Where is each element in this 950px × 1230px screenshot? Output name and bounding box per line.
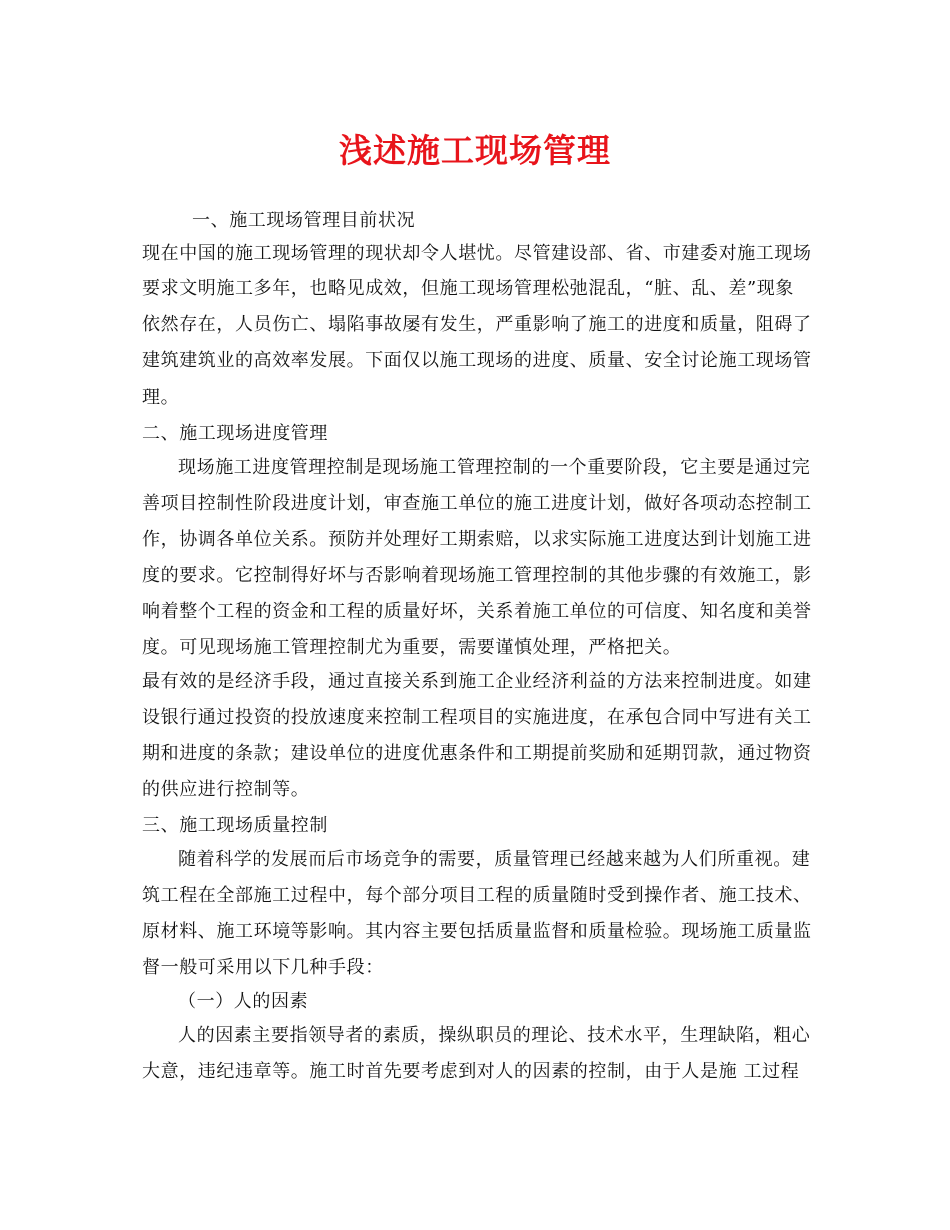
paragraph-line: 要求文明施工多年，也略见成效，但施工现场管理松弛混乱，“脏、乱、差”现象	[142, 278, 795, 299]
paragraph-line: 随着科学的发展而后市场竞争的需要，质量管理已经越来越为人们所重视。建	[178, 849, 811, 870]
paragraph-line: 响着整个工程的资金和工程的质量好坏，关系着施工单位的可信度、知名度和美誉	[142, 601, 812, 622]
paragraph-line: 现在中国的施工现场管理的现状却令人堪忧。尽管建设部、省、市建委对施工现场	[142, 243, 812, 264]
section-heading-2: 二、施工现场进度管理	[142, 423, 328, 444]
paragraph-line: 度的要求。它控制得好坏与否影响着现场施工管理控制的其他步骤的有效施工，影	[142, 565, 812, 586]
paragraph-line: 人的因素主要指领导者的素质，操纵职员的理论、技术水平，生理缺陷，粗心	[178, 1025, 811, 1046]
paragraph-line: 设银行通过投资的投放速度来控制工程项目的实施进度，在承包合同中写进有关工	[142, 707, 812, 728]
paragraph-line: 的供应进行控制等。	[142, 779, 310, 800]
paragraph-line: 度。可见现场施工管理控制尤为重要，需要谨慎处理，严格把关。	[142, 637, 682, 658]
paragraph-line: 期和进度的条款；建设单位的进度优惠条件和工期提前奖励和延期罚款，通过物资	[142, 743, 812, 764]
paragraph-line: 现场施工进度管理控制是现场施工管理控制的一个重要阶段，它主要是通过完	[178, 457, 811, 478]
paragraph-line: 理。	[142, 387, 180, 408]
paragraph-line: 最有效的是经济手段，通过直接关系到施工企业经济利益的方法来控制进度。如建	[142, 671, 812, 692]
section-heading-3: 三、施工现场质量控制	[142, 815, 328, 836]
paragraph-line: 原材料、施工环境等影响。其内容主要包括质量监督和质量检验。现场施工质量监	[142, 921, 812, 942]
paragraph-line: 大意，违纪违章等。施工时首先要考虑到对人的因素的控制，由于人是施 工过程	[142, 1061, 800, 1082]
paragraph-line: 筑工程在全部施工过程中，每个部分项目工程的质量随时受到操作者、施工技术、	[142, 885, 812, 906]
document-title: 浅述施工现场管理	[339, 131, 611, 170]
paragraph-line: 督一般可采用以下几种手段：	[142, 957, 384, 978]
subsection-heading: （一）人的因素	[178, 991, 309, 1012]
section-heading-1: 一、施工现场管理目前状况	[192, 210, 416, 231]
paragraph-line: 善项目控制性阶段进度计划，审查施工单位的施工进度计划，做好各项动态控制工	[142, 493, 812, 514]
paragraph-line: 建筑建筑业的高效率发展。下面仅以施工现场的进度、质量、安全讨论施工现场管	[142, 350, 812, 371]
paragraph-line: 依然存在，人员伤亡、塌陷事故屡有发生，严重影响了施工的进度和质量，阻碍了	[142, 314, 812, 335]
paragraph-line: 作，协调各单位关系。预防并处理好工期索赔，以求实际施工进度达到计划施工进	[142, 529, 812, 550]
